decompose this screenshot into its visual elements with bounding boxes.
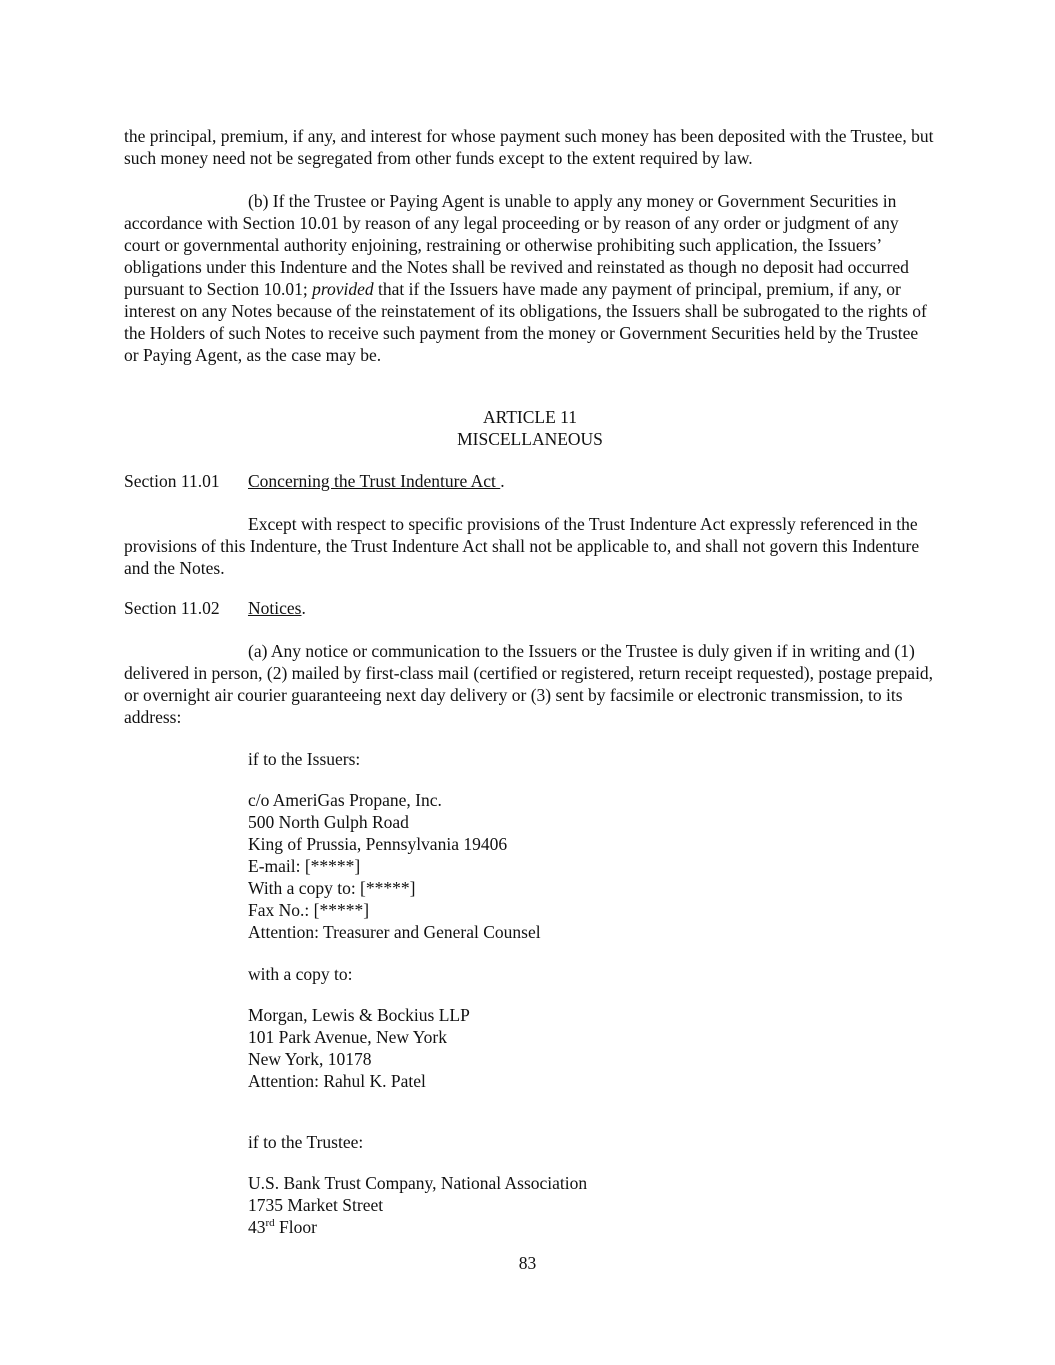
issuers-address-line: King of Prussia, Pennsylvania 19406 <box>248 834 508 854</box>
section-1102-title: Notices <box>248 598 302 618</box>
trustee-floor-ordinal: rd <box>265 1217 275 1230</box>
issuers-address-line: 500 North Gulph Road <box>248 812 409 832</box>
section-1101-title: Concerning the Trust Indenture Act <box>248 471 501 491</box>
section-1102-paragraph-a-text: (a) Any notice or communication to the Issuers or the Trustee is duly given if in writing and (1) delivered in person, (2) mailed by first-class mail (certified or registered, return receipt requested), postage prepaid, or overnight air courier guaranteeing next day delivery or (3) sent by facsimile or electronic transmission, to its address: <box>124 641 934 727</box>
section-1101-period: . <box>500 471 505 491</box>
trustee-floor-number: 43 <box>248 1217 266 1237</box>
copy-address-line: New York, 10178 <box>248 1049 372 1069</box>
section-1102-period: . <box>301 598 306 618</box>
section-1102-heading <box>124 597 936 619</box>
issuers-copy-email: With a copy to: [*****] <box>248 878 416 898</box>
section-1101-body-text: Except with respect to specific provisions of the Trust Indenture Act expressly referenced in the provisions of this Indenture, the Trust Indenture Act shall not be applicable to, and shall not govern this Indenture and the Notes. <box>124 514 920 578</box>
copy-address-line: Morgan, Lewis & Bockius LLP <box>248 1005 470 1025</box>
trustee-address-line: 1735 Market Street <box>248 1195 384 1215</box>
carryover-paragraph: the principal, premium, if any, and interest for whose payment such money has been deposited with the Trustee, but such money need not be segregated from other funds except to the extent required by law. <box>124 126 934 168</box>
trustee-floor-word: Floor <box>274 1217 317 1237</box>
article-title: MISCELLANEOUS <box>457 429 603 449</box>
copy-address-line: 101 Park Avenue, New York <box>248 1027 447 1047</box>
issuers-address <box>248 789 948 943</box>
section-1101-heading <box>124 470 936 492</box>
copy-attention: Attention: Rahul K. Patel <box>248 1071 426 1091</box>
page-number: 83 <box>518 1253 537 1273</box>
paragraph-b-text-1: (b) If the Trustee or Paying Agent is unable to apply any money or Government Securities in accordance with Section 10.01 by reason of any legal proceeding or by reason of any order or judgment of any court or governmental authority enjoining, restraining or otherwise prohibiting such application, the Issuers’ obligations under this Indenture and the Notes shall be revived and reinstated as though no deposit had occurred pursuant to Section 10.01; <box>124 191 909 299</box>
issuers-attention: Attention: Treasurer and General Counsel <box>248 922 541 942</box>
trustee-address-line: U.S. Bank Trust Company, National Association <box>248 1173 588 1193</box>
section-1101-label: Section 11.01 <box>124 471 220 491</box>
issuers-email: E-mail: [*****] <box>248 856 361 876</box>
issuers-copy-heading: with a copy to: <box>248 964 353 984</box>
article-heading <box>124 406 936 450</box>
issuers-copy-address <box>248 1004 948 1092</box>
paragraph-b <box>124 190 936 366</box>
section-1101-body <box>124 513 936 579</box>
section-1102-paragraph-a <box>124 640 936 728</box>
issuers-address-line: c/o AmeriGas Propane, Inc. <box>248 790 442 810</box>
trustee-address <box>248 1172 948 1238</box>
paragraph-b-italic: provided <box>312 279 374 299</box>
section-1102-label: Section 11.02 <box>124 598 220 618</box>
article-number: ARTICLE 11 <box>482 407 578 427</box>
issuers-fax: Fax No.: [*****] <box>248 900 370 920</box>
trustee-floor <box>248 1216 948 1238</box>
issuers-heading: if to the Issuers: <box>248 749 361 769</box>
trustee-heading: if to the Trustee: <box>248 1132 364 1152</box>
paragraph-b-text-2: that if the Issuers have made any payment of principal, premium, if any, or interest on any Notes because of the reinstatement of its obligations, the Issuers shall be subrogated to the rights of the Holders of such Notes to receive such payment from the money or Government Securities held by the Trustee or Paying Agent, as the case may be. <box>124 279 927 365</box>
